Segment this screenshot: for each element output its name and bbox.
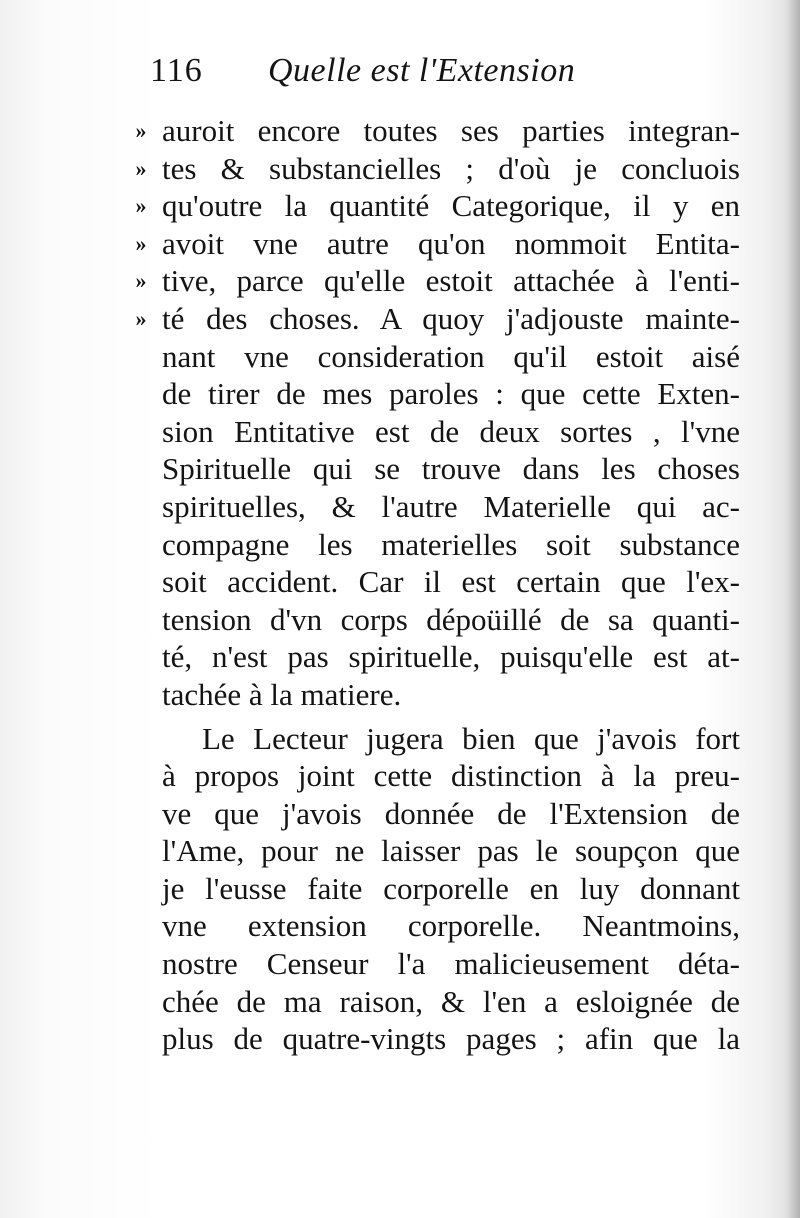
text-line: [126, 488, 746, 526]
page-edge-shadow: [786, 0, 800, 1218]
page-number: 116: [150, 52, 203, 89]
line-text: spirituelles, & l'autre Materielle qui ac-: [162, 488, 740, 524]
line-text: je l'eusse faite corporelle en luy donnant: [162, 870, 740, 906]
text-line: [126, 720, 746, 758]
text-line: [126, 757, 746, 795]
text-line: [126, 225, 746, 263]
running-header: [150, 52, 630, 108]
line-text: à propos joint cette distinction à la preu-: [162, 758, 740, 794]
line-text: tes & substancielles ; d'où je concluois: [162, 150, 740, 186]
line-text: chée de ma raison, & l'en a esloignée de: [162, 983, 740, 1019]
line-text: sion Entitative est de deux sortes , l'vne: [162, 413, 740, 449]
line-text: soit accident. Car il est certain que l'ex-: [162, 564, 740, 600]
running-title: Quelle est l'Extension: [268, 52, 576, 89]
text-line: [126, 945, 746, 983]
line-text: té, n'est pas spirituelle, puisqu'elle est at-: [162, 639, 740, 675]
line-text: té des choses. A quoy j'adjouste mainte-: [162, 300, 740, 336]
text-line: [126, 526, 746, 564]
text-line: [126, 187, 746, 225]
line-text: avoit vne autre qu'on nommoit Entita-: [162, 225, 740, 261]
line-text: qu'outre la quantité Categorique, il y en: [162, 188, 740, 224]
text-line: [126, 338, 746, 376]
text-line: [126, 601, 746, 639]
text-line: [126, 150, 746, 188]
quotation-mark: »: [135, 268, 147, 294]
body-text: [126, 112, 746, 1058]
text-line: [126, 832, 746, 870]
line-text: l'Ame, pour ne laisser pas le soupçon que: [162, 833, 740, 869]
quotation-mark: »: [135, 305, 147, 331]
text-line: [126, 795, 746, 833]
text-line: [126, 907, 746, 945]
line-text: nant vne consideration qu'il estoit aisé: [162, 338, 740, 374]
line-text: compagne les materielles soit substance: [162, 526, 740, 562]
text-line: [126, 112, 746, 150]
text-line: [126, 375, 746, 413]
line-text: nostre Censeur l'a malicieusement déta-: [162, 946, 740, 982]
line-text: tachée à la matiere.: [162, 676, 402, 712]
text-line: [126, 413, 746, 451]
text-line: [126, 262, 746, 300]
text-line: [126, 300, 746, 338]
line-text: Le Lecteur jugera bien que j'avois fort: [202, 720, 740, 756]
quotation-mark: »: [135, 230, 147, 256]
text-line: [126, 638, 746, 676]
line-text: de tirer de mes paroles : que cette Exten-: [162, 376, 740, 412]
quotation-mark: »: [135, 118, 147, 143]
line-text: Spirituelle qui se trouve dans les choses: [162, 451, 740, 487]
line-text: tive, parce qu'elle estoit attachée à l'enti-: [162, 263, 740, 299]
text-line: [126, 1020, 746, 1058]
quotation-mark: »: [135, 155, 147, 181]
line-text: plus de quatre-vingts pages ; afin que la: [162, 1021, 740, 1057]
text-line: [126, 983, 746, 1021]
line-text: auroit encore toutes ses parties integran-: [162, 113, 740, 148]
text-line: [126, 563, 746, 601]
text-line: [126, 870, 746, 908]
quotation-mark: »: [135, 193, 147, 219]
line-text: ve que j'avois donnée de l'Extension de: [162, 795, 740, 831]
text-line: [126, 450, 746, 488]
text-line: [126, 676, 746, 714]
line-text: tension d'vn corps dépoüillé de sa quanti-: [162, 601, 740, 637]
line-text: vne extension corporelle. Neantmoins,: [162, 908, 740, 944]
